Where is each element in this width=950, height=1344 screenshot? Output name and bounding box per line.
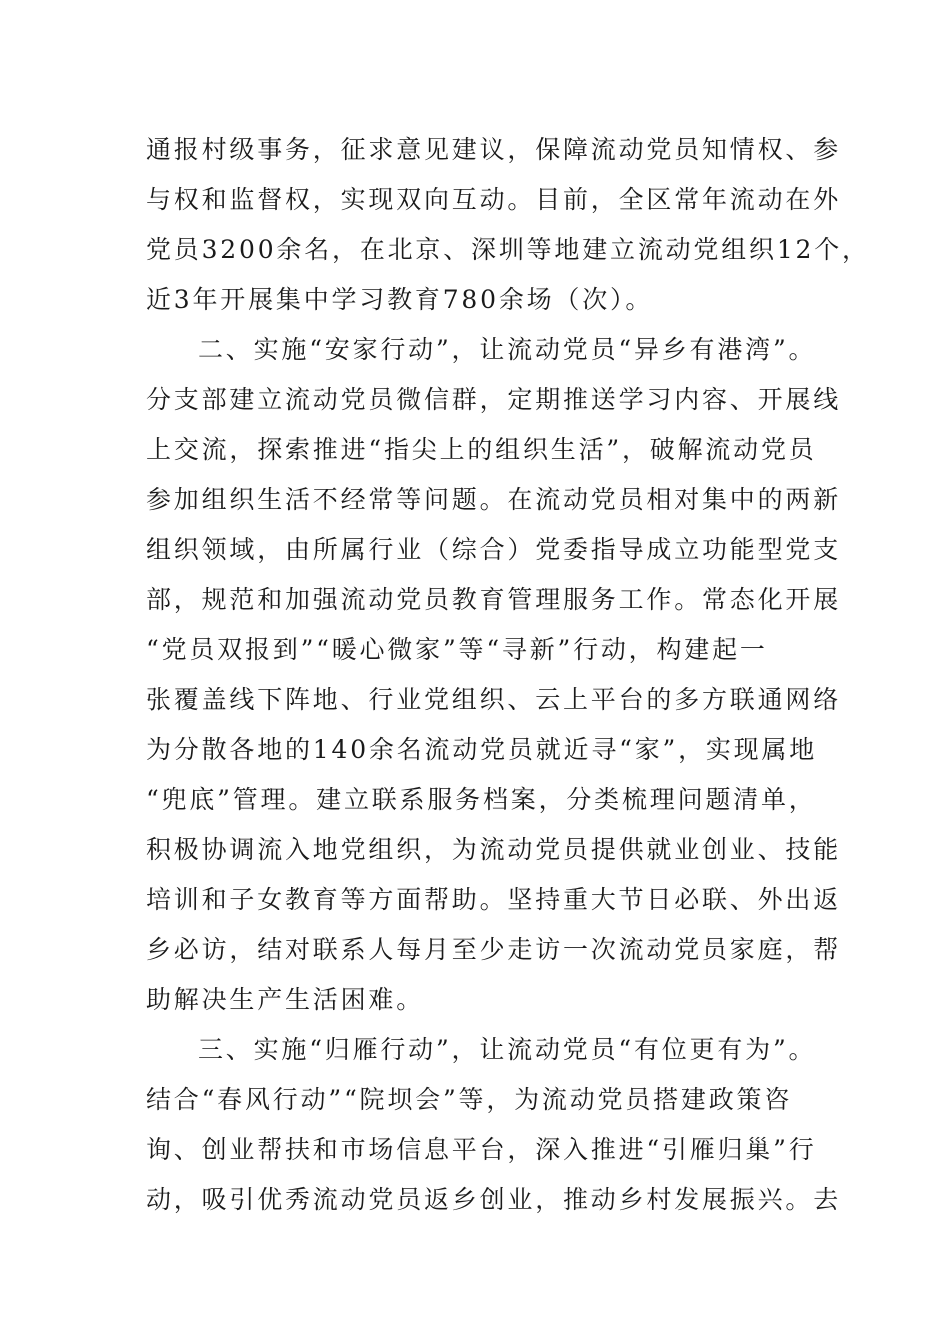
text-line: 乡必访，结对联系人每月至少走访一次流动党员家庭，帮 <box>146 935 842 964</box>
text-line: 为分散各地的140余名流动党员就近寻“家”，实现属地 <box>146 735 818 764</box>
text-line: 与权和监督权，实现双向互动。目前，全区常年流动在外 <box>146 185 842 214</box>
text-line: 张覆盖线下阵地、行业党组织、云上平台的多方联通网络 <box>146 685 842 714</box>
text-line: 近3年开展集中学习教育780余场（次）。 <box>146 285 654 314</box>
text-line: 部，规范和加强流动党员教育管理服务工作。常态化开展 <box>146 585 842 614</box>
text-line: “兜底”管理。建立联系服务档案，分类梳理问题清单， <box>146 785 817 814</box>
text-line: 组织领域，由所属行业（综合）党委指导成立功能型党支 <box>146 535 842 564</box>
text-line: 积极协调流入地党组织，为流动党员提供就业创业、技能 <box>146 835 842 864</box>
body-text <box>146 125 870 1225</box>
text-line: 助解决生产生活困难。 <box>146 985 425 1014</box>
text-line: 党员3200余名，在北京、深圳等地建立流动党组织12个， <box>146 235 870 264</box>
section-heading-line: 二、实施“安家行动”，让流动党员“异乡有港湾”。 <box>198 335 817 364</box>
text-line: 分支部建立流动党员微信群，定期推送学习内容、开展线 <box>146 385 842 414</box>
text-line: 培训和子女教育等方面帮助。坚持重大节日必联、外出返 <box>146 885 842 914</box>
text-line: 询、创业帮扶和市场信息平台，深入推进“引雁归巢”行 <box>146 1135 817 1164</box>
text-line: “党员双报到”“暖心微家”等“寻新”行动，构建起一 <box>146 635 768 664</box>
section-heading-line: 三、实施“归雁行动”，让流动党员“有位更有为”。 <box>198 1035 817 1064</box>
text-line: 参加组织生活不经常等问题。在流动党员相对集中的两新 <box>146 485 842 514</box>
text-line: 结合“春风行动”“院坝会”等，为流动党员搭建政策咨 <box>146 1085 793 1114</box>
text-line: 通报村级事务，征求意见建议，保障流动党员知情权、参 <box>146 135 842 164</box>
text-line: 动，吸引优秀流动党员返乡创业，推动乡村发展振兴。去 <box>146 1185 842 1214</box>
text-line: 上交流，探索推进“指尖上的组织生活”，破解流动党员 <box>146 435 817 464</box>
